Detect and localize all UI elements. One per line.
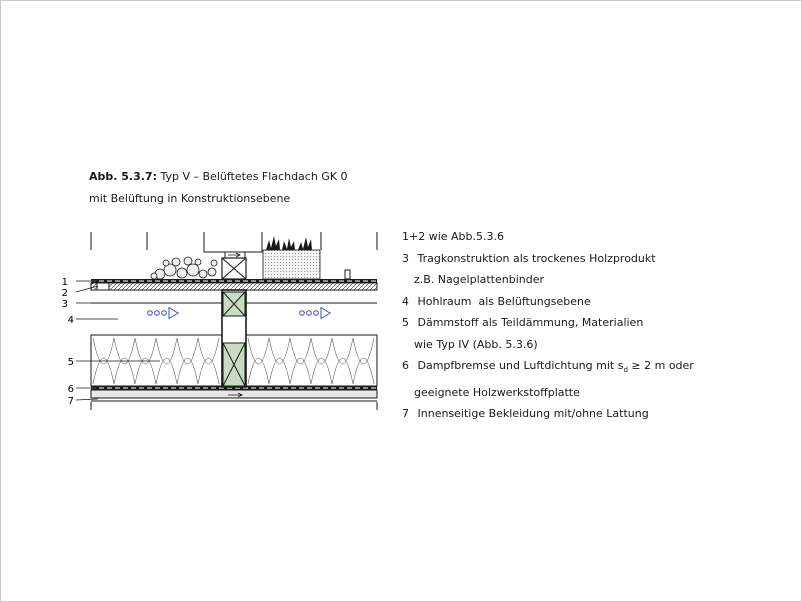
top-arrow-icon <box>228 253 240 257</box>
caption-subtitle: mit Belüftung in Konstruktionsebene <box>89 192 291 205</box>
diagram-label-5: 5 <box>67 357 74 368</box>
legend-list <box>402 226 694 425</box>
diagram-label-7: 7 <box>67 396 74 407</box>
legend-number: 4 <box>402 294 409 308</box>
legend-text: z.B. Nagelplattenbinder <box>414 273 545 286</box>
legend-item-7 <box>402 403 694 425</box>
legend-text: Innenseitige Bekleidung mit/ohne Lattung <box>417 407 649 421</box>
gravel-icon <box>151 257 217 279</box>
layer-2-batten <box>97 283 109 290</box>
diagram-label-6: 6 <box>67 384 74 395</box>
diagram-label-2: 2 <box>61 288 68 299</box>
layer-2-decking <box>91 283 377 290</box>
legend-number: 6 <box>402 359 409 372</box>
legend-item-3-cont <box>402 269 694 291</box>
legend-text: Tragkonstruktion als trockenes Holzprodukt <box>417 251 656 265</box>
edge-upstand <box>345 270 350 279</box>
substrate-layer <box>263 250 320 279</box>
legend-text: 1+2 wie Abb.5.3.6 <box>402 230 505 243</box>
legend-number: 5 <box>402 316 409 329</box>
legend-text: Hohlraum als Belüftungsebene <box>417 294 591 308</box>
legend-number: 3 <box>402 251 409 265</box>
airflow-arrow-icon <box>148 308 178 319</box>
caption-title: Typ V – Belüftetes Flachdach GK 0 <box>160 170 348 183</box>
legend-item-5-cont <box>402 334 694 356</box>
legend-item-1-2 <box>402 226 694 248</box>
caption-figure-number: Abb. 5.3.7: <box>89 170 157 183</box>
plant-icon <box>266 236 312 250</box>
legend-text-post: ≥ 2 m oder <box>627 359 694 372</box>
legend-item-4 <box>402 291 694 313</box>
legend-item-6-cont <box>402 382 694 404</box>
legend-item-3 <box>402 248 694 270</box>
legend-text: geeignete Holzwerkstoffplatte <box>414 385 580 399</box>
legend-text: wie Typ IV (Abb. 5.3.6) <box>414 337 538 351</box>
legend-item-5 <box>402 312 694 334</box>
legend-subscript: d <box>623 366 628 375</box>
airflow-arrow-icon-right <box>300 308 330 319</box>
diagram-label-3: 3 <box>61 299 68 310</box>
diagram-label-4: 4 <box>67 315 74 326</box>
legend-text-pre: Dampfbremse und Luftdichtung mit s <box>417 359 624 372</box>
legend-number: 7 <box>402 407 409 421</box>
legend-item-6 <box>402 355 694 382</box>
legend-text: Dämmstoff als Teildämmung, Materialien <box>417 316 644 329</box>
layer-7-inner-lining <box>91 390 377 398</box>
diagram-label-1: 1 <box>61 277 68 288</box>
